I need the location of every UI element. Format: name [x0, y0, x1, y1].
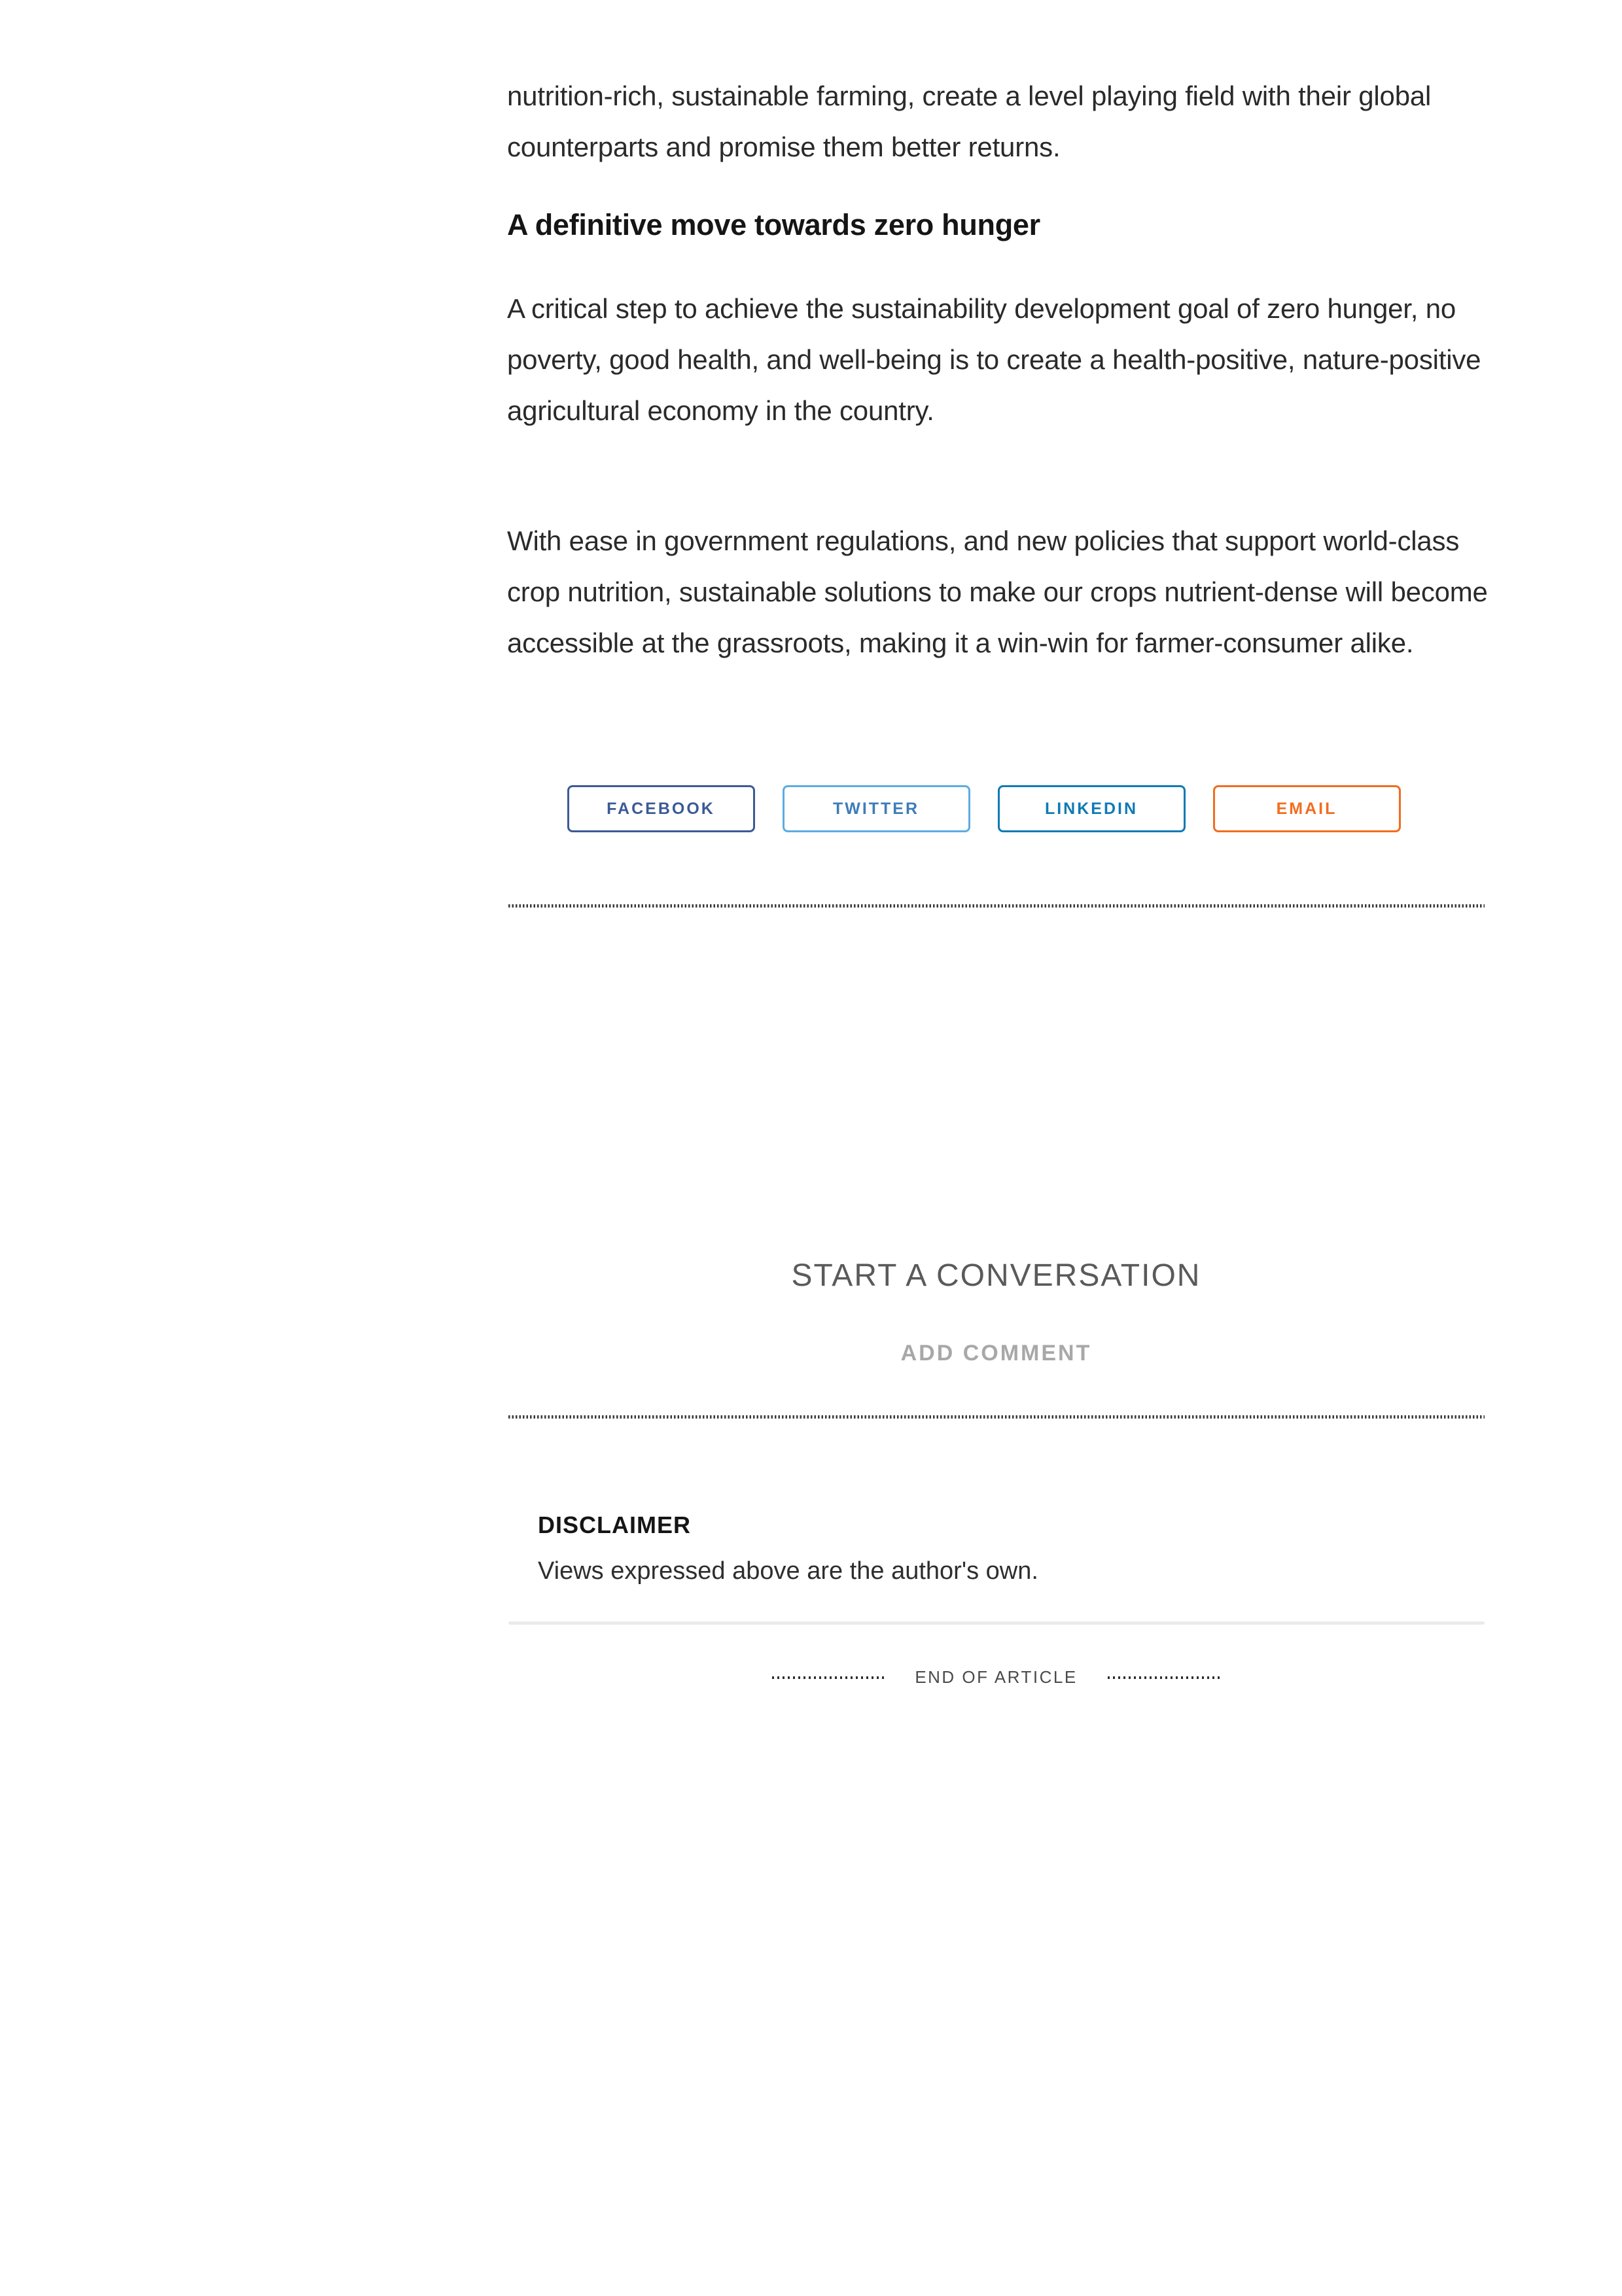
start-conversation-title: START A CONVERSATION	[791, 1258, 1201, 1293]
share-email-button[interactable]: EMAIL	[1213, 785, 1401, 832]
dotted-divider-top	[508, 904, 1485, 908]
end-of-article-right-dotted-line	[1108, 1676, 1220, 1679]
article-paragraph-2: A critical step to achieve the sustainability development goal of zero hunger, no poverty, good health, and well-being is to create a health-positive, nature-positive agricultural economy in the country.	[507, 293, 1481, 426]
article-paragraph-intro: nutrition-rich, sustainable farming, create a level playing field with their global counterparts and promise them better returns.	[507, 80, 1432, 162]
end-of-article-row	[507, 1667, 1485, 1687]
share-twitter-button[interactable]: TWITTER	[783, 785, 970, 832]
share-linkedin-button[interactable]: LINKEDIN	[998, 785, 1186, 832]
article-subheading: A definitive move towards zero hunger	[507, 208, 1040, 241]
dotted-divider-bottom	[508, 1415, 1485, 1419]
disclaimer-section	[538, 1511, 1454, 1585]
disclaimer-heading: DISCLAIMER	[538, 1511, 691, 1538]
end-of-article-label: END OF ARTICLE	[915, 1667, 1078, 1687]
end-of-article-left-dotted-line	[772, 1676, 885, 1679]
article-paragraph-3: With ease in government regulations, and new policies that support world-class crop nutrition, sustainable solutions to make our crops nutrient-dense will become accessible at the grassroots, making it a win-win for farmer-consumer alike.	[507, 525, 1488, 658]
share-facebook-button[interactable]: FACEBOOK	[567, 785, 755, 832]
disclaimer-text: Views expressed above are the author's own.	[538, 1557, 1038, 1585]
article-column	[507, 0, 1488, 2296]
add-comment-button[interactable]: ADD COMMENT	[507, 1341, 1485, 1366]
disclaimer-divider-line	[508, 1621, 1485, 1625]
share-buttons-row	[495, 785, 1473, 832]
